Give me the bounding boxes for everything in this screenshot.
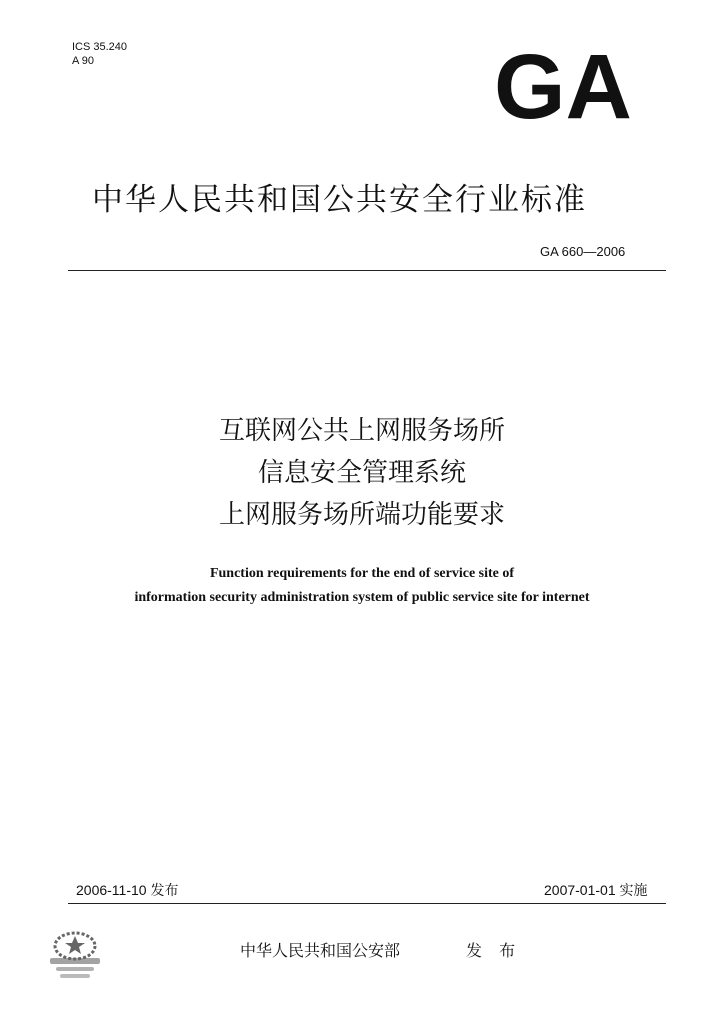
issue-date: 2006-11-10 发布 xyxy=(76,882,179,898)
document-title-en xyxy=(0,562,724,610)
en-title-line-1: Function requirements for the end of service site of xyxy=(209,566,515,581)
publish-label: 发 布 xyxy=(466,941,522,960)
publisher-name: 中华人民共和国公安部 xyxy=(240,941,401,960)
ministry-seal-icon xyxy=(42,924,108,986)
standard-number: GA 660—2006 xyxy=(540,244,626,259)
title-line-3: 上网服务场所端功能要求 xyxy=(218,500,505,530)
ga-logo xyxy=(492,46,634,122)
implementation-date: 2007-01-01 实施 xyxy=(544,882,648,898)
classification-codes xyxy=(72,40,127,68)
bottom-divider xyxy=(68,903,666,904)
standard-category-title: 中华人民共和国公共安全行业标准 xyxy=(92,182,587,218)
top-divider xyxy=(68,270,666,271)
title-line-2: 信息安全管理系统 xyxy=(257,458,466,488)
document-title-zh xyxy=(0,410,724,536)
ga-logo-text: GA xyxy=(494,46,632,122)
title-line-1: 互联网公共上网服务场所 xyxy=(218,416,505,446)
ics-code: ICS 35.240 xyxy=(72,41,128,53)
en-title-line-2: information security administration system of public service site for internet xyxy=(134,590,590,605)
ccs-code: A 90 xyxy=(72,55,95,67)
